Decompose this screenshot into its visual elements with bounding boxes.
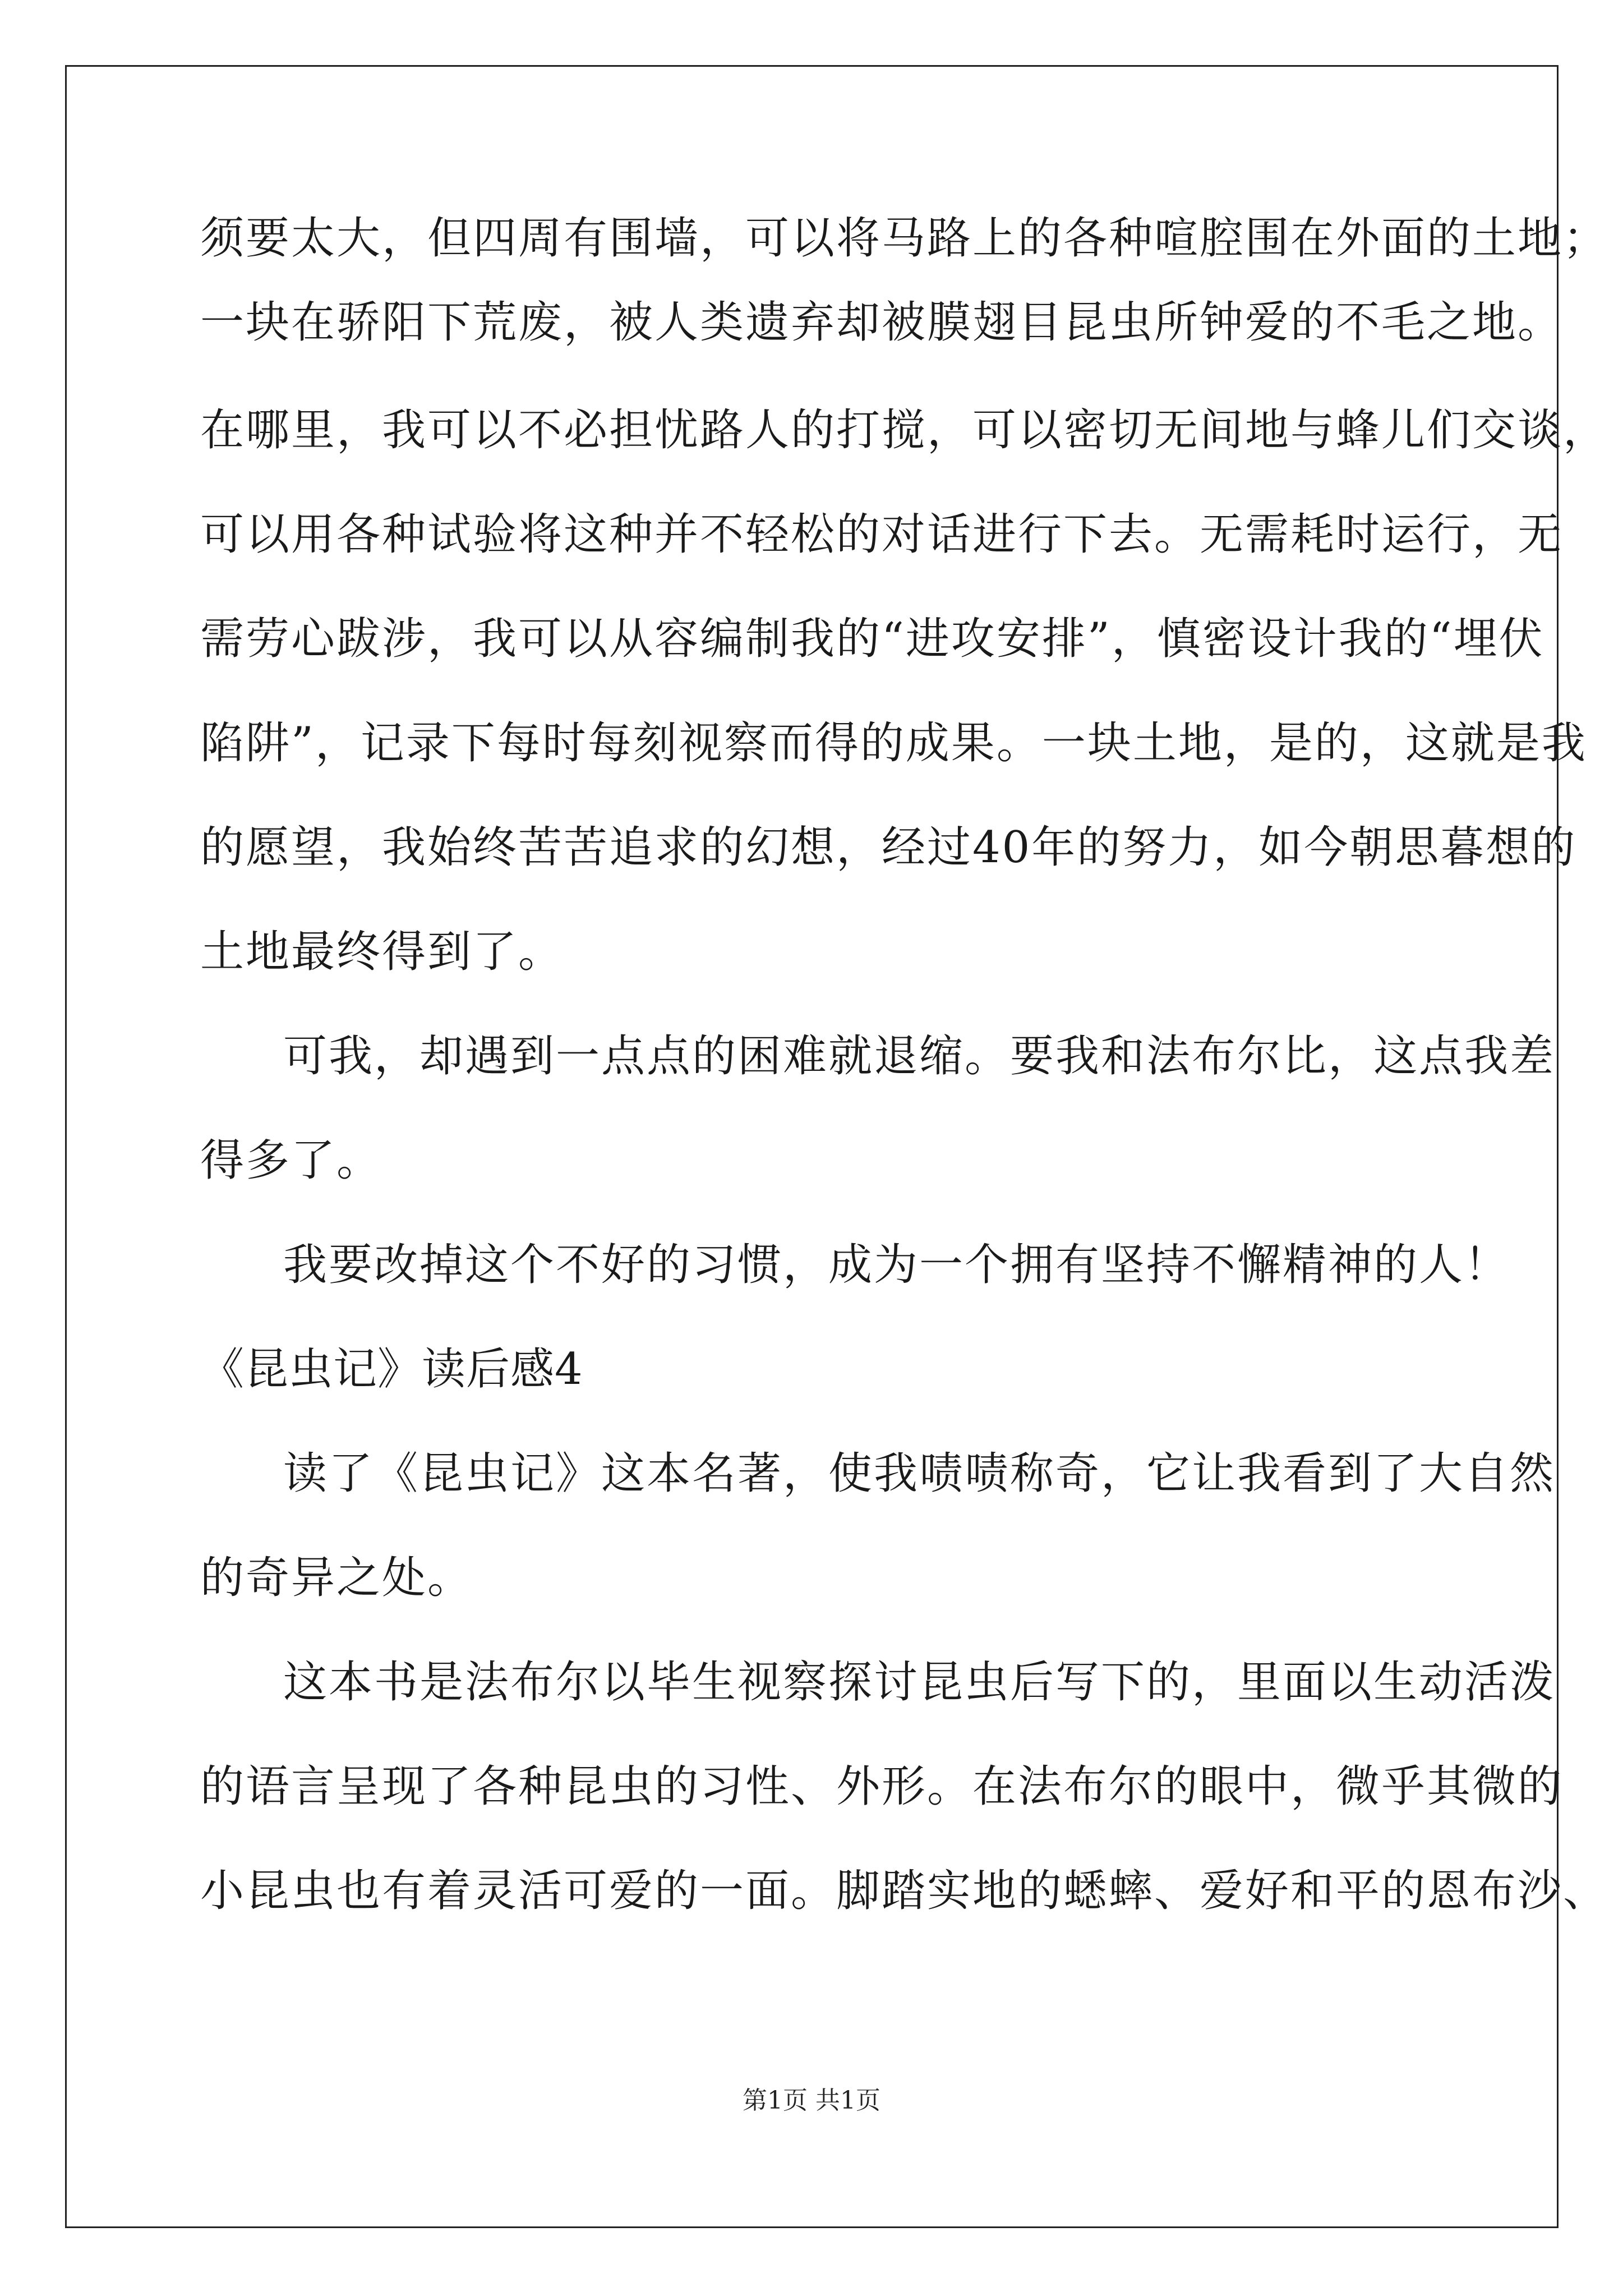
body-line: 一块在骄阳下荒废，被人类遗弃却被膜翅目昆虫所钟爱的不毛之地。 [200,297,1564,348]
body-line: 在哪里，我可以不必担忧路人的打搅，可以密切无间地与蜂儿们交谈， [200,405,1609,455]
paragraph-first-line: 读了《昆虫记》这本名著，使我啧啧称奇，它让我看到了大自然 [283,1448,1556,1499]
section-heading: 《昆虫记》读后感4 [200,1344,583,1395]
body-line: 须要太大，但四周有围墙，可以将马路上的各种喧腔围在外面的土地； [200,213,1609,264]
body-line: 的愿望，我始终苦苦追求的幻想，经过40年的努力，如今朝思暮想的 [200,822,1577,873]
paragraph-first-line: 我要改掉这个不好的习惯，成为一个拥有坚持不懈精神的人！ [283,1240,1510,1290]
body-line: 的语言呈现了各种昆虫的习性、外形。在法布尔的眼中，微乎其微的 [200,1761,1564,1812]
body-line: 土地最终得到了。 [200,927,564,977]
paragraph-first-line: 可我，却遇到一点点的困难就退缩。要我和法布尔比，这点我差 [283,1031,1556,1082]
body-line: 的奇异之处。 [200,1553,473,1603]
page-number: 第1页 共1页 [743,2086,880,2115]
body-line: 陷阱”，记录下每时每刻视察而得的成果。一块土地，是的，这就是我 [200,718,1587,769]
body-line: 可以用各种试验将这种并不轻松的对话进行下去。无需耗时运行，无 [200,509,1564,560]
paragraph-first-line: 这本书是法布尔以毕生视察探讨昆虫后写下的，里面以生动活泼 [283,1657,1556,1708]
body-line: 得多了。 [200,1135,382,1186]
body-line: 需劳心跋涉，我可以从容编制我的“进攻安排”，慎密设计我的“埋伏 [200,614,1544,664]
body-line: 小昆虫也有着灵活可爱的一面。脚踏实地的蟋蟀、爱好和平的恩布沙、 [200,1866,1609,1916]
